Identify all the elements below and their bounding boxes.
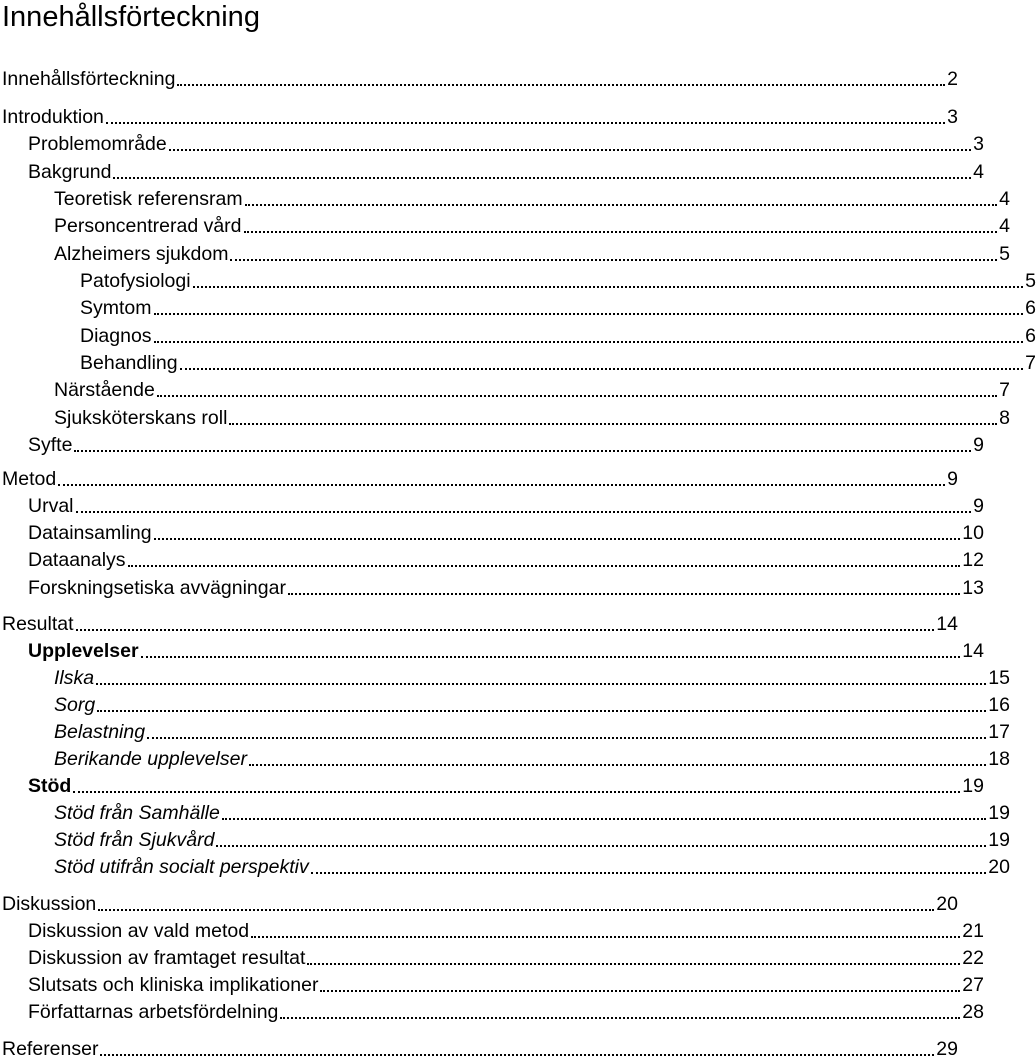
toc-dot-leader (177, 84, 945, 86)
toc-entry-label: Diagnos (80, 325, 152, 347)
toc-entry-page-number: 2 (947, 68, 958, 90)
toc-entry[interactable] (2, 998, 984, 1024)
toc-entry-page-number: 29 (936, 1038, 958, 1060)
toc-entry-page-number: 28 (962, 1001, 984, 1023)
toc-dot-leader (229, 423, 997, 425)
toc-entry[interactable] (2, 431, 984, 457)
toc-entry[interactable] (2, 492, 984, 518)
toc-entry-label: Närstående (54, 379, 155, 401)
toc-dot-leader (216, 845, 986, 847)
toc-entry-label: Innehållsförteckning (2, 68, 176, 90)
toc-dot-leader (141, 656, 961, 658)
toc-entry[interactable] (2, 637, 984, 663)
toc-dot-leader (154, 341, 1024, 343)
toc-entry-page-number: 3 (973, 133, 984, 155)
toc-entry-label: Sjuksköterskans roll (54, 407, 228, 429)
toc-dot-leader (307, 963, 960, 965)
toc-entry-page-number: 4 (973, 161, 984, 183)
toc-entry[interactable] (2, 917, 984, 943)
toc-entry-page-number: 14 (936, 613, 958, 635)
toc-entry-page-number: 19 (988, 802, 1010, 824)
toc-entry-label: Stöd från Samhälle (54, 802, 220, 824)
toc-entry-page-number: 3 (947, 106, 958, 128)
toc-entry-page-number: 7 (1025, 352, 1036, 374)
toc-dot-leader (222, 818, 986, 820)
toc-entry-page-number: 15 (988, 667, 1010, 689)
toc-dot-leader (58, 484, 945, 486)
toc-entry[interactable] (2, 745, 1010, 771)
toc-entry-label: Bakgrund (28, 161, 112, 183)
toc-entry-label: Patofysiologi (80, 270, 191, 292)
toc-entry-label: Introduktion (2, 106, 104, 128)
toc-entry-label: Diskussion av framtaget resultat (28, 947, 306, 969)
toc-entry[interactable] (2, 322, 1036, 348)
toc-entry[interactable] (2, 267, 1036, 293)
toc-entry-label: Stöd utifrån socialt perspektiv (54, 856, 309, 878)
toc-dot-leader (100, 1054, 934, 1056)
toc-dot-leader (193, 286, 1024, 288)
toc-entry[interactable] (2, 1035, 958, 1061)
toc-dot-leader (74, 450, 971, 452)
toc-entry-page-number: 9 (973, 434, 984, 456)
toc-entry-page-number: 10 (962, 522, 984, 544)
toc-entry[interactable] (2, 185, 1010, 211)
toc-entry[interactable] (2, 103, 958, 129)
toc-entry-label: Dataanalys (28, 549, 126, 571)
toc-entry[interactable] (2, 799, 1010, 825)
toc-dot-leader (113, 177, 971, 179)
toc-entry-page-number: 12 (962, 549, 984, 571)
toc-entry-page-number: 20 (936, 893, 958, 915)
toc-entry[interactable] (2, 718, 1010, 744)
toc-entry-label: Sorg (54, 694, 96, 716)
toc-entry-page-number: 18 (988, 748, 1010, 770)
toc-dot-leader (157, 395, 997, 397)
toc-entry-page-number: 7 (999, 379, 1010, 401)
toc-dot-leader (169, 149, 971, 151)
toc-dot-leader (98, 909, 934, 911)
toc-entry-page-number: 21 (962, 920, 984, 942)
toc-entry-label: Diskussion (2, 893, 97, 915)
page-title: Innehållsförteckning (2, 1, 260, 33)
toc-dot-leader (288, 593, 960, 595)
toc-dot-leader (76, 629, 935, 631)
toc-entry[interactable] (2, 240, 1010, 266)
toc-entry-page-number: 22 (962, 947, 984, 969)
toc-entry-label: Upplevelser (28, 640, 139, 662)
toc-dot-leader (128, 565, 961, 567)
toc-entry-label: Berikande upplevelser (54, 748, 247, 770)
toc-entry-page-number: 9 (947, 468, 958, 490)
toc-dot-leader (154, 313, 1024, 315)
toc-entry-page-number: 5 (1025, 270, 1036, 292)
toc-entry-label: Belastning (54, 721, 146, 743)
toc-entry[interactable] (2, 890, 958, 916)
toc-entry-label: Syfte (28, 434, 73, 456)
toc-entry-label: Urval (28, 495, 74, 517)
toc-entry-label: Ilska (54, 667, 95, 689)
toc-entry[interactable] (2, 519, 984, 545)
toc-entry-label: Alzheimers sjukdom (54, 243, 229, 265)
toc-entry-label: Författarnas arbetsfördelning (28, 1001, 279, 1023)
toc-entry[interactable] (2, 610, 958, 636)
toc-entry-page-number: 4 (999, 215, 1010, 237)
toc-entry[interactable] (2, 65, 958, 91)
toc-dot-leader (280, 1017, 960, 1019)
toc-entry-page-number: 6 (1025, 325, 1036, 347)
toc-entry-page-number: 9 (973, 495, 984, 517)
toc-entry-page-number: 16 (988, 694, 1010, 716)
toc-entry-page-number: 4 (999, 188, 1010, 210)
toc-entry-label: Metod (2, 468, 57, 490)
toc-entry-page-number: 19 (988, 829, 1010, 851)
toc-entry[interactable] (2, 853, 1010, 879)
toc-entry-page-number: 14 (962, 640, 984, 662)
toc-entry[interactable] (2, 691, 1010, 717)
toc-dot-leader (245, 204, 998, 206)
toc-entry-label: Stöd (28, 775, 72, 797)
toc-entry-label: Referenser (2, 1038, 99, 1060)
toc-dot-leader (249, 764, 986, 766)
toc-entry-page-number: 13 (962, 577, 984, 599)
toc-entry-label: Behandling (80, 352, 178, 374)
toc-dot-leader (180, 368, 1024, 370)
toc-entry[interactable] (2, 376, 1010, 402)
toc-entry[interactable] (2, 574, 984, 600)
toc-dot-leader (251, 936, 960, 938)
toc-entry-label: Teoretisk referensram (54, 188, 243, 210)
toc-entry-page-number: 20 (988, 856, 1010, 878)
toc-entry[interactable] (2, 294, 1036, 320)
toc-entry-label: Stöd från Sjukvård (54, 829, 215, 851)
toc-entry-page-number: 17 (988, 721, 1010, 743)
toc-entry[interactable] (2, 944, 984, 970)
toc-dot-leader (147, 737, 986, 739)
toc-entry-label: Slutsats och kliniska implikationer (28, 974, 319, 996)
toc-dot-leader (154, 538, 961, 540)
toc-dot-leader (244, 231, 998, 233)
toc-dot-leader (230, 259, 997, 261)
toc-dot-leader (106, 122, 945, 124)
toc-entry-label: Personcentrerad vård (54, 215, 242, 237)
toc-entry[interactable] (2, 546, 984, 572)
toc-entry-page-number: 8 (999, 407, 1010, 429)
toc-dot-leader (320, 990, 960, 992)
toc-entry[interactable] (2, 158, 984, 184)
toc-entry-label: Problemområde (28, 133, 167, 155)
toc-entry-label: Diskussion av vald metod (28, 920, 250, 942)
toc-dot-leader (311, 872, 987, 874)
toc-entry-page-number: 19 (962, 775, 984, 797)
toc-entry-page-number: 6 (1025, 297, 1036, 319)
toc-entry-label: Symtom (80, 297, 152, 319)
toc-entry[interactable] (2, 349, 1036, 375)
toc-entry[interactable] (2, 664, 1010, 690)
toc-entry[interactable] (2, 404, 1010, 430)
toc-dot-leader (76, 511, 972, 513)
toc-entry[interactable] (2, 826, 1010, 852)
toc-entry[interactable] (2, 971, 984, 997)
toc-entry-page-number: 5 (999, 243, 1010, 265)
toc-entry-label: Resultat (2, 613, 74, 635)
toc-dot-leader (96, 683, 986, 685)
toc-entry[interactable] (2, 465, 958, 491)
toc-entry[interactable] (2, 212, 1010, 238)
toc-entry[interactable] (2, 130, 984, 156)
toc-entry-page-number: 27 (962, 974, 984, 996)
toc-entry-label: Forskningsetiska avvägningar (28, 577, 286, 599)
toc-dot-leader (97, 710, 986, 712)
toc-entry[interactable] (2, 772, 984, 798)
toc-dot-leader (73, 791, 960, 793)
toc-entry-label: Datainsamling (28, 522, 152, 544)
